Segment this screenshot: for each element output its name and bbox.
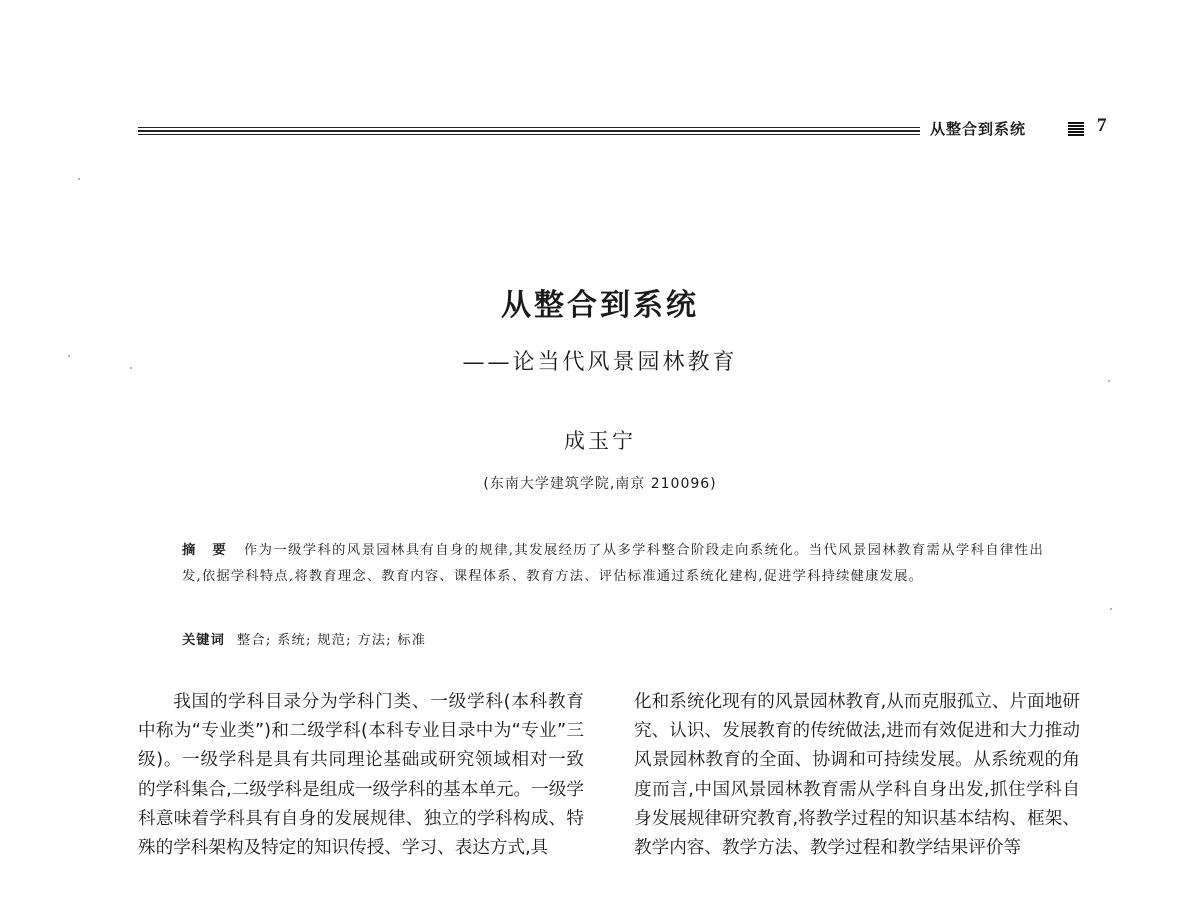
article-subtitle: ——论当代风景园林教育 xyxy=(462,350,738,375)
page-number: 7 xyxy=(1097,115,1107,136)
header-rule xyxy=(138,130,920,132)
body-column-left xyxy=(138,688,584,863)
scan-speck xyxy=(1108,380,1110,382)
author-name: 成玉宁 xyxy=(564,429,636,453)
author-affiliation: (东南大学建筑学院,南京 210096) xyxy=(483,476,717,492)
scan-speck xyxy=(68,355,70,357)
abstract-label: 摘 要 xyxy=(182,543,232,558)
keywords-label: 关键词 xyxy=(182,633,225,648)
abstract xyxy=(182,538,1044,590)
article-title: 从整合到系统 xyxy=(501,288,699,323)
scan-speck xyxy=(78,178,80,180)
scan-speck xyxy=(130,367,132,369)
journal-mark-icon xyxy=(1068,122,1084,136)
body-column-right xyxy=(634,688,1080,863)
keywords-text: 整合; 系统; 规范; 方法; 标准 xyxy=(236,633,427,648)
header-rule xyxy=(138,127,920,128)
body-paragraph: 我国的学科目录分为学科门类、一级学科(本科教育中称为“专业类”)和二级学科(本科专业目录中为“专业”三级)。一级学科是具有共同理论基础或研究领域相对一致的学科集合,二级学科是组成一级学科的基本单元。一级学科意味着学科具有自身的发展规律、独立的学科构成、特殊的学科架构及特定的知识传授、学习、表达方式,具 xyxy=(138,692,584,859)
scan-speck xyxy=(1110,608,1112,610)
running-title: 从整合到系统 xyxy=(930,120,1027,138)
body-paragraph: 化和系统化现有的风景园林教育,从而克服孤立、片面地研究、认识、发展教育的传统做法,进而有效促进和大力推动风景园林教育的全面、协调和可持续发展。从系统观的角度而言,中国风景园林教育需从学科自身出发,抓住学科自身发展规律研究教育,将教学过程的知识基本结构、框架、教学内容、教学方法、教学过程和教学结果评价等 xyxy=(634,692,1080,859)
keywords xyxy=(182,628,1044,654)
abstract-text: 作为一级学科的风景园林具有自身的规律,其发展经历了从多学科整合阶段走向系统化。当代风景园林教育需从学科自律性出发,依据学科特点,将教育理念、教育内容、课程体系、教育方法、评估标准通过系统化建构,促进学科持续健康发展。 xyxy=(182,543,1044,584)
header-rule xyxy=(138,134,920,135)
